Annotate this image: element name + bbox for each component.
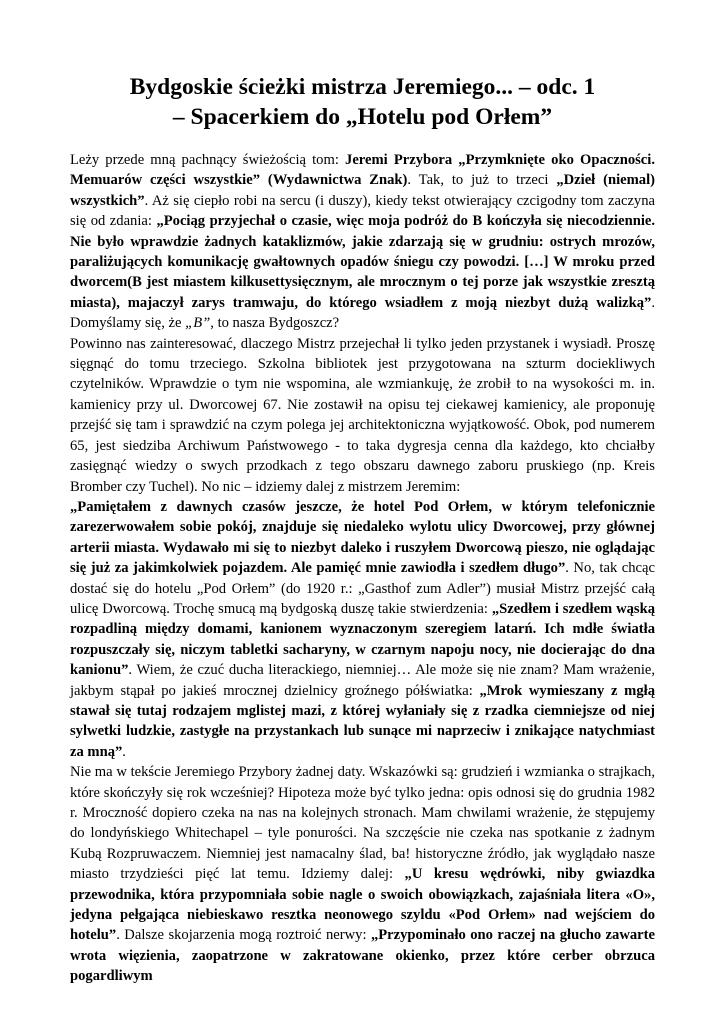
p3-text-3: . (122, 743, 126, 760)
p3-quote-2: „Szedłem i szedłem wąską rozpadliną między domami, kanionem wyznaczonym szeregiem latarń. Ich mdłe światła rozpuszczały się, niczym tabletki sacharyny, w czarnym napoju nocy, nie docierając do dna kanionu” (70, 600, 656, 679)
title-line-2: – Spacerkiem do „Hotelu pod Orłem” (172, 104, 553, 130)
p4-quote-1: „U kresu wędrówki, niby gwiazdka przewodnika, która przypomniała sobie nagle o swoich obowiązkach, zajaśniała litera «O», jedyna pełgająca niebieskawo resztka neonowego szyldu «Pod Orłem» nad wejściem do hotelu” (70, 866, 655, 944)
p3-quote-3: „Mrok wymieszany z mgłą stawał się tutaj rodzajem mglistej mazi, z której wyłaniały się z rzadka ciemniejsze od niej sylwetki ludzkie, zastygłe na przystankach lub sunące mi naprzeciw i znikające natychmiast za mną” (70, 682, 655, 760)
p4-text-1: Nie ma w tekście Jeremiego Przybory żadnej daty. Wskazówki są: grudzień i wzmianka o strajkach, które skończyły się rok wcześniej? Hipoteza może być tylko jedna: opis odnosi się do grudnia 1982 r. Mroczność dopiero czeka na nas na kolejnych stronach. Mam chwilami wrażenie, że stępujemy do londyńskiego Whitechapel – tyle ponurości. Na szczęście nie czeka nas spotkanie z żadnym Kubą Rozpruwaczem. Niemniej jest namacalny ślad, ba! historyczne źródło, jak wyglądało nasze miasto trzydzieści pięć lat temu. Idziemy dalej: (70, 764, 655, 883)
p1-city-letter: „B” (185, 315, 211, 332)
paragraph-4 (70, 762, 655, 986)
p3-quote-1: „Pamiętałem z dawnych czasów jeszcze, że hotel Pod Orłem, w którym telefonicznie zarezerwowałem sobie pokój, znajduje się niedaleko wylotu ulicy Dworcowej, przy głównej arterii miasta. Wydawało mi się to niezbyt daleko i ruszyłem Dworcową pieszo, nie oglądając się już za jakimkolwiek pojazdem. Ale pamięć mnie zawiodła i szedłem długo” (70, 498, 655, 577)
p1-text-2: . Tak, to już to trzeci (407, 172, 557, 189)
paragraph-3 (70, 497, 655, 762)
article-title (70, 72, 655, 132)
p3-text-2: . Wiem, że czuć ducha literackiego, niemniej… Ale może się nie znam? Mam wrażenie, jakbym stąpał po jakieś mrocznej dzielnicy groźnego półświatka: (70, 662, 655, 699)
p1-text-4: . Domyślamy się, że (70, 294, 655, 332)
p1-text-3: . Aż się ciepło robi na sercu (i duszy), kiedy tekst otwierający czcigodny tom zaczyna się od zdania: (70, 192, 655, 230)
p1-collection-title: „Dzieł (niemal) wszystkich” (70, 172, 655, 209)
p3-text-1: . No, tak chcąc dostać się do hotelu „Pod Orłem” (do 1920 r.: „Gasthof zum Adler”) musiał Mistrz przejść całą ulicę Dworcową. Trochę smucą mą bydgoską duszę takie stwierdzenia: (70, 560, 655, 617)
p1-book-title: Jeremi Przybora „Przymknięte oko Opaczności. Memuarów części wszystkie” (Wydawnictwa Znak) (70, 152, 655, 189)
p1-text-1: Leży przede mną pachnący świeżością tom: (70, 152, 346, 168)
paragraph-1 (70, 150, 655, 334)
title-line-1: Bydgoskie ścieżki mistrza Jeremiego... – odc. 1 (129, 74, 596, 100)
p4-quote-2: „Przypominało ono raczej na głucho zawarte wrota więzienia, zaopatrzone w zakratowane okienko, przez które cerber obrzuca pogardliwym (70, 927, 655, 985)
p4-text-2: . Dalsze skojarzenia mogą roztroić nerwy: (116, 927, 371, 944)
p1-quote: „Pociąg przyjechał o czasie, więc moja podróż do B kończyła się niecodziennie. Nie było wprawdzie żadnych kataklizmów, jakie zdarzają się w grudniu: ostrych mrozów, paraliżujących komunikację gwałtownych opadów śniegu czy powodzi. […] W mroku przed dworcem(B jest miastem kilkusettysięcznym, ale mrocznym o tej porze jak wszystkie zresztą miasta), majaczył zarys tramwaju, do którego wsiadłem z moją niezbyt dużą walizką” (70, 213, 655, 311)
p1-text-5: , to nasza Bydgoszcz? (210, 315, 340, 332)
paragraph-2: Powinno nas zainteresować, dlaczego Mistrz przejechał li tylko jeden przystanek i wysiadł. Proszę sięgnąć do tomu trzeciego. Szkolna bibliotek jest przygotowana na szturm dociekliwych czytelników. Wprawdzie o tym nie wspomina, ale wzmiankuję, że zrobił to na wysokości m. in. kamienicy przy ul. Dworcowej 67. Nie zostawił na opisu tej ciekawej kamienicy, ale proponuję przejść się tam i sprawdzić na czym polega jej architektoniczna wyjątkowość. Obok, pod numerem 65, jest siedziba Archiwum Państwowego - to taka dygresja cenna dla każdego, kto chciałby zasięgnąć wiedzy o swych przodkach z tego obszaru dawnego zaboru pruskiego (np. Kreis Bromber czy Tuchel). No nic – idziemy dalej z mistrzem Jeremim: (70, 335, 655, 495)
